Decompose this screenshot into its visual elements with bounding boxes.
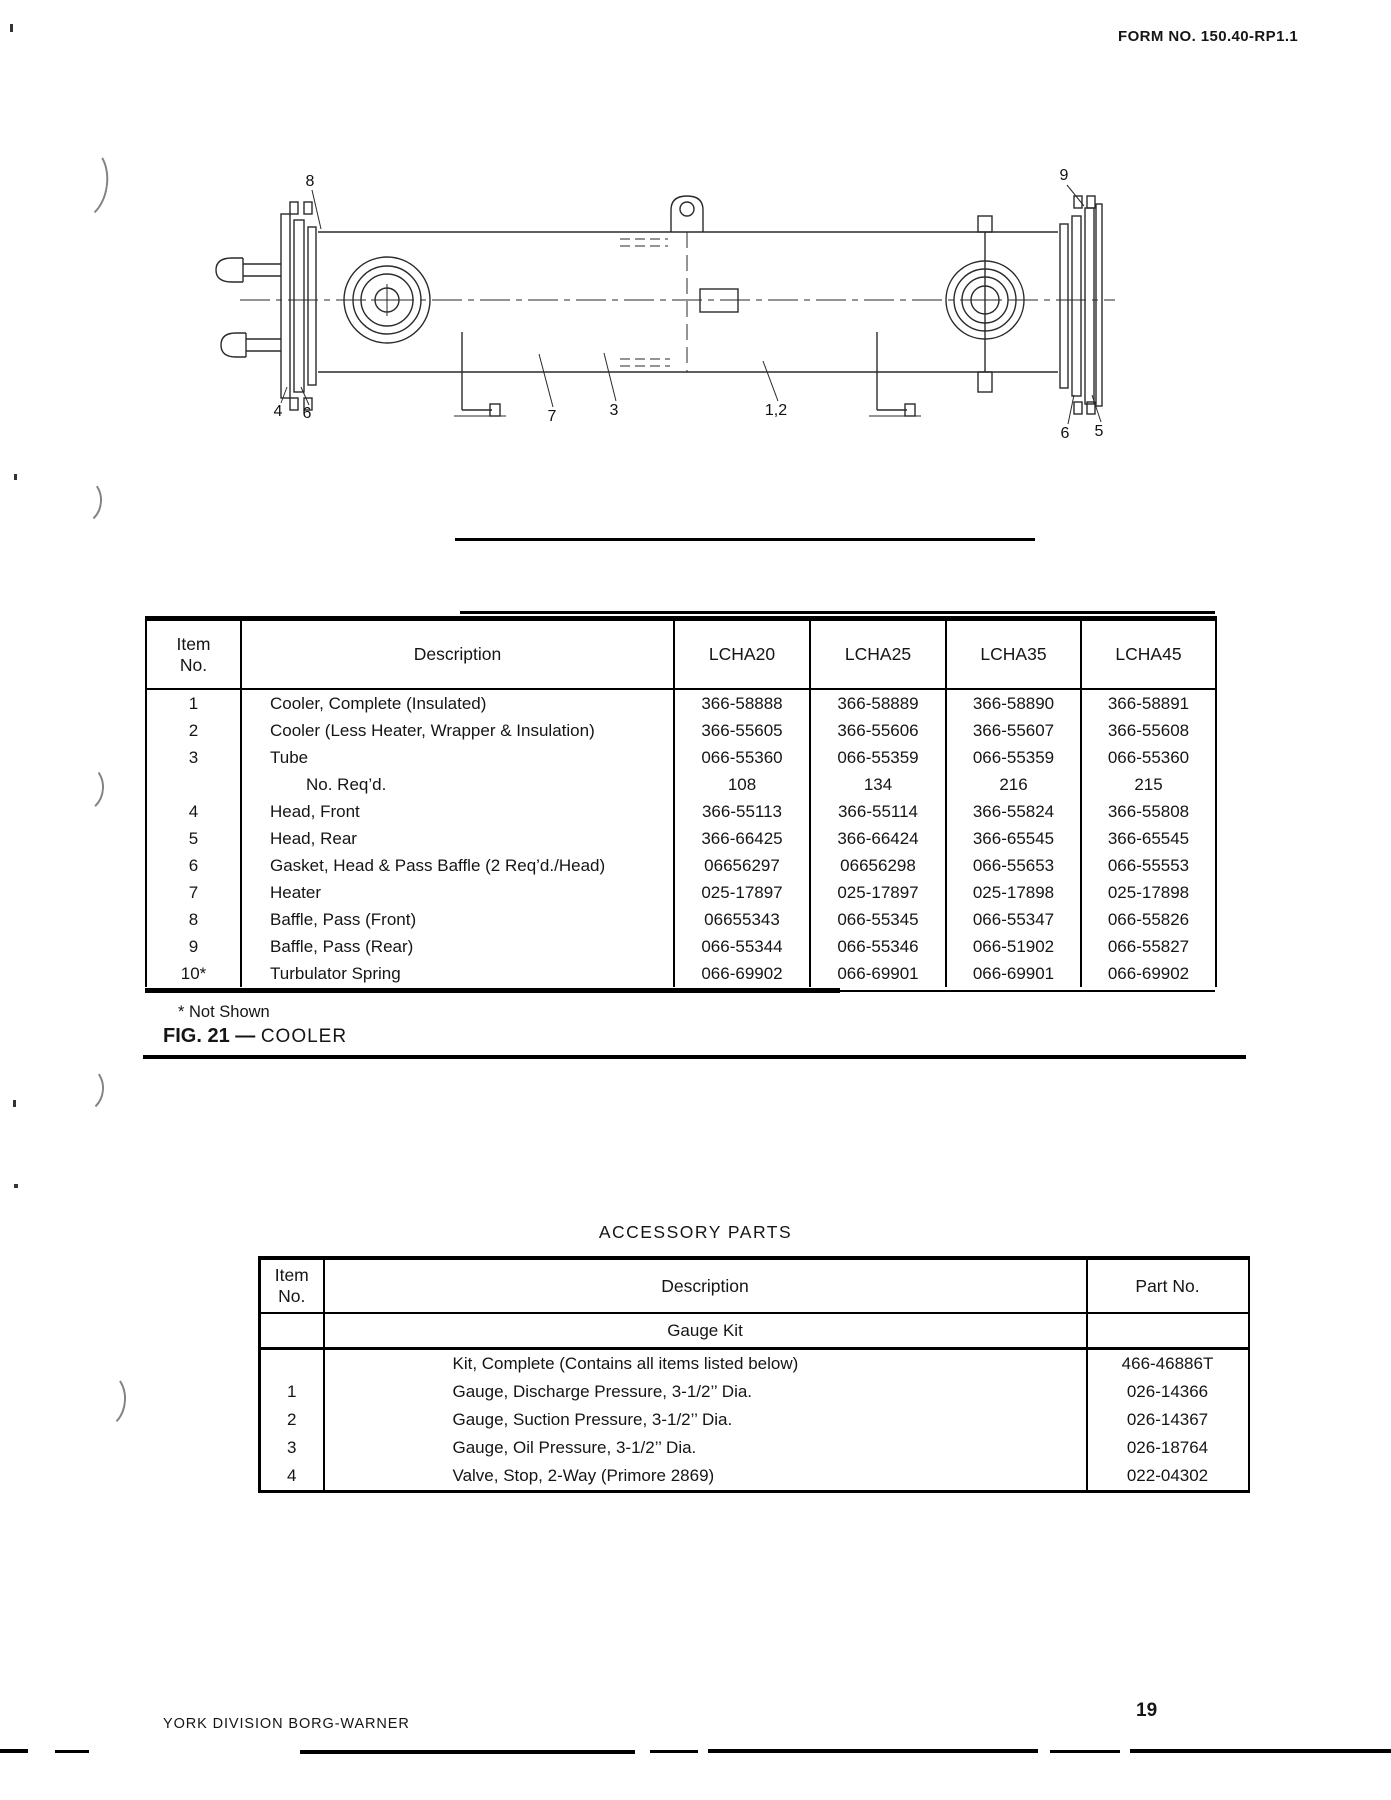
description-cell: Gasket, Head & Pass Baffle (2 Req’d./Head) (241, 852, 674, 879)
part-number-cell: 022-04302 (1087, 1462, 1249, 1492)
parts-table-row (146, 744, 1216, 771)
item-no-cell: 6 (188, 856, 199, 875)
accessory-header-row (260, 1258, 1249, 1313)
gauge-kit-subheader: Gauge Kit (324, 1313, 1087, 1349)
part-number-cell: 215 (1081, 771, 1216, 798)
part-number-cell: 025-17897 (810, 879, 946, 906)
part-number-cell: 066-55359 (810, 744, 946, 771)
part-number-cell: 366-65545 (1081, 825, 1216, 852)
leader-4 (281, 387, 287, 403)
description-cell: Gauge, Suction Pressure, 3-1/2’’ Dia. (324, 1406, 1087, 1434)
part-number-cell: 026-14367 (1087, 1406, 1249, 1434)
part-number-cell: 026-18764 (1087, 1434, 1249, 1462)
gauge-kit-subheader-row (260, 1313, 1249, 1349)
hidden-line-top (620, 239, 668, 246)
parts-table-row (146, 689, 1216, 717)
col-header-lcha35: LCHA35 (946, 619, 1081, 690)
part-number-cell: 06656298 (810, 852, 946, 879)
scan-artifact-arc (64, 1064, 107, 1114)
acc-col-header-item-line2: No. (278, 1286, 306, 1306)
item-no-cell (146, 771, 241, 798)
scan-artifact-arc (62, 762, 107, 814)
part-number-cell: 066-55359 (946, 744, 1081, 771)
description-cell: Baffle, Pass (Front) (241, 906, 674, 933)
flange-stud (1074, 402, 1082, 414)
support-leg-right (869, 332, 921, 416)
acc-col-header-item-line1: Item (274, 1265, 309, 1285)
part-number-cell: 366-66424 (810, 825, 946, 852)
callout-7: 7 (547, 408, 557, 425)
part-number-cell: 066-55360 (674, 744, 810, 771)
part-number-cell: 366-58891 (1081, 689, 1216, 717)
accessory-table-row (260, 1462, 1249, 1492)
col-header-lcha45: LCHA45 (1081, 619, 1216, 690)
rear-flange-plate (1096, 204, 1102, 406)
acc-col-header-part-no: Part No. (1087, 1258, 1249, 1313)
leader-1-2 (763, 361, 778, 401)
part-number-cell: 06656297 (674, 852, 810, 879)
part-number-cell: 066-69902 (1081, 960, 1216, 987)
col-header-item-line1: Item (176, 633, 211, 654)
callout-8: 8 (305, 173, 315, 190)
part-number-cell: 026-14366 (1087, 1378, 1249, 1406)
part-number-cell: 366-55114 (810, 798, 946, 825)
description-cell: Kit, Complete (Contains all items listed below) (324, 1349, 1087, 1379)
part-number-cell: 066-69901 (946, 960, 1081, 987)
item-no-cell: 7 (188, 883, 199, 902)
part-number-cell: 366-58888 (674, 689, 810, 717)
part-number-cell: 466-46886T (1087, 1349, 1249, 1379)
leader-7 (539, 354, 553, 407)
parts-table-body (146, 689, 1216, 987)
item-no-cell: 2 (287, 1410, 297, 1429)
item-no-cell: 9 (188, 937, 199, 956)
description-cell: Turbulator Spring (241, 960, 674, 987)
part-number-cell: 134 (810, 771, 946, 798)
part-number-cell: 108 (674, 771, 810, 798)
acc-col-header-item (260, 1258, 324, 1313)
col-header-lcha25: LCHA25 (810, 619, 946, 690)
callout-6-right: 6 (1060, 425, 1070, 442)
item-no-cell (260, 1349, 324, 1379)
scan-speck (10, 24, 13, 32)
parts-table-row (146, 717, 1216, 744)
scan-dash (650, 1750, 698, 1753)
callout-4: 4 (273, 403, 283, 420)
item-no-cell: 1 (287, 1382, 297, 1401)
page-number: 19 (1136, 1700, 1158, 1721)
scan-rule (455, 538, 1035, 541)
figure-caption-number: FIG. 21 — (163, 1025, 256, 1047)
col-header-lcha20: LCHA20 (674, 619, 810, 690)
leader-6-right (1068, 395, 1074, 424)
parts-table-row (146, 825, 1216, 852)
part-number-cell: 366-55808 (1081, 798, 1216, 825)
cooler-drawing (140, 140, 1150, 470)
item-no-cell: 4 (188, 802, 199, 821)
parts-table (145, 616, 1217, 987)
accessory-table-body (260, 1313, 1249, 1349)
footer-text: YORK DIVISION BORG-WARNER (163, 1716, 410, 1732)
scan-dash (55, 1750, 89, 1753)
callout-9: 9 (1059, 167, 1069, 184)
part-number-cell: 066-55653 (946, 852, 1081, 879)
part-number-cell: 025-17898 (946, 879, 1081, 906)
flange-stud (290, 202, 298, 214)
description-cell: Gauge, Discharge Pressure, 3-1/2’’ Dia. (324, 1378, 1087, 1406)
scan-dash (0, 1749, 28, 1753)
leader-3 (604, 353, 616, 401)
accessory-table-row (260, 1406, 1249, 1434)
part-number-cell (1087, 1313, 1249, 1349)
part-number-cell: 066-55346 (810, 933, 946, 960)
acc-col-header-description: Description (324, 1258, 1087, 1313)
scan-speck (13, 1100, 16, 1107)
item-no-cell: 5 (188, 829, 199, 848)
scan-artifact-arc (62, 476, 105, 526)
parts-table-row (146, 906, 1216, 933)
part-number-cell: 025-17897 (674, 879, 810, 906)
description-cell: Head, Front (241, 798, 674, 825)
hidden-line-bottom (620, 359, 670, 366)
rear-flange-plate (1060, 224, 1068, 388)
front-flange-plate (308, 227, 316, 385)
part-number-cell: 216 (946, 771, 1081, 798)
item-no-cell: 10* (180, 964, 207, 983)
scan-speck (14, 1184, 18, 1188)
callout-1-2: 1,2 (764, 402, 788, 419)
part-number-cell: 366-65545 (946, 825, 1081, 852)
nozzle-upper (243, 258, 281, 282)
parts-table-row (146, 960, 1216, 987)
description-cell: Heater (241, 879, 674, 906)
nozzle-lower (246, 333, 281, 357)
part-number-cell: 366-58890 (946, 689, 1081, 717)
callout-5: 5 (1094, 423, 1104, 440)
form-number: FORM NO. 150.40-RP1.1 (1118, 28, 1299, 45)
nozzle-cap-upper (216, 258, 243, 282)
col-header-item-line2: No. (179, 654, 208, 675)
callout-6-left: 6 (302, 405, 312, 422)
part-number-cell: 066-55826 (1081, 906, 1216, 933)
leader-6-left (301, 387, 309, 405)
part-number-cell: 066-69901 (810, 960, 946, 987)
part-number-cell: 366-55607 (946, 717, 1081, 744)
flange-stud (290, 398, 298, 410)
accessory-table-row (260, 1349, 1249, 1379)
part-number-cell: 066-55344 (674, 933, 810, 960)
part-number-cell: 366-55824 (946, 798, 1081, 825)
leader-8 (312, 190, 321, 229)
parts-table-header-row (146, 619, 1216, 690)
scan-rule (460, 611, 1215, 614)
front-flange-plate (294, 220, 304, 392)
part-number-cell: 366-55605 (674, 717, 810, 744)
rear-flange-plate (1085, 208, 1094, 404)
part-number-cell: 066-55360 (1081, 744, 1216, 771)
part-number-cell: 06655343 (674, 906, 810, 933)
rear-flange-plate (1072, 216, 1081, 396)
support-leg-left (454, 332, 506, 416)
parts-table-row (146, 879, 1216, 906)
item-no-cell: 1 (188, 694, 199, 713)
description-cell: Gauge, Oil Pressure, 3-1/2’’ Dia. (324, 1434, 1087, 1462)
part-number-cell: 066-55345 (810, 906, 946, 933)
part-number-cell: 366-55113 (674, 798, 810, 825)
part-number-cell: 066-55827 (1081, 933, 1216, 960)
scan-dash (708, 1749, 1038, 1753)
part-number-cell: 066-55553 (1081, 852, 1216, 879)
accessory-title: ACCESSORY PARTS (598, 1222, 793, 1242)
part-number-cell: 066-51902 (946, 933, 1081, 960)
rear-top-stub (978, 216, 992, 232)
parts-table-row (146, 798, 1216, 825)
caption-rule (143, 1055, 1246, 1059)
part-number-cell: 025-17898 (1081, 879, 1216, 906)
description-cell: Cooler, Complete (Insulated) (241, 689, 674, 717)
parts-table-bottom-border (840, 990, 1215, 992)
figure-caption-title: COOLER (260, 1026, 348, 1047)
scan-artifact-arc (82, 1370, 129, 1429)
description-cell: Head, Rear (241, 825, 674, 852)
part-number-cell: 366-66425 (674, 825, 810, 852)
description-cell: Valve, Stop, 2-Way (Primore 2869) (324, 1462, 1087, 1492)
callout-3: 3 (609, 402, 619, 419)
description-cell: No. Req’d. (241, 771, 674, 798)
description-cell: Tube (241, 744, 674, 771)
parts-table-row (146, 933, 1216, 960)
parts-table-row (146, 771, 1216, 798)
col-header-item (146, 619, 241, 690)
footnote: * Not Shown (178, 1003, 270, 1021)
front-flange-plate (281, 214, 290, 398)
flange-stud (304, 202, 312, 214)
figure-caption (163, 1025, 347, 1048)
item-no-cell: 8 (188, 910, 199, 929)
scan-dash (300, 1750, 635, 1754)
item-no-cell: 4 (287, 1466, 297, 1485)
part-number-cell: 066-55347 (946, 906, 1081, 933)
part-number-cell: 366-55606 (810, 717, 946, 744)
flange-stud (1087, 196, 1095, 208)
scan-dash (1050, 1750, 1120, 1753)
parts-table-row (146, 852, 1216, 879)
item-no-cell: 2 (188, 721, 199, 740)
accessory-table (258, 1256, 1250, 1493)
description-cell: Cooler (Less Heater, Wrapper & Insulation) (241, 717, 674, 744)
accessory-table-rows (260, 1349, 1249, 1492)
part-number-cell: 066-69902 (674, 960, 810, 987)
accessory-table-row (260, 1434, 1249, 1462)
item-no-cell (260, 1313, 324, 1349)
parts-table-bottom-border (145, 988, 840, 993)
part-number-cell: 366-58889 (810, 689, 946, 717)
col-header-description: Description (241, 619, 674, 690)
description-cell: Baffle, Pass (Rear) (241, 933, 674, 960)
scan-dash (1130, 1749, 1391, 1753)
scan-artifact-arc (53, 143, 113, 223)
item-no-cell: 3 (188, 748, 199, 767)
part-number-cell: 366-55608 (1081, 717, 1216, 744)
accessory-table-row (260, 1378, 1249, 1406)
nozzle-cap-lower (221, 333, 246, 357)
scan-speck (14, 474, 17, 480)
lifting-lug-hole (680, 202, 694, 216)
rear-bottom-stub (978, 372, 992, 392)
item-no-cell: 3 (287, 1438, 297, 1457)
